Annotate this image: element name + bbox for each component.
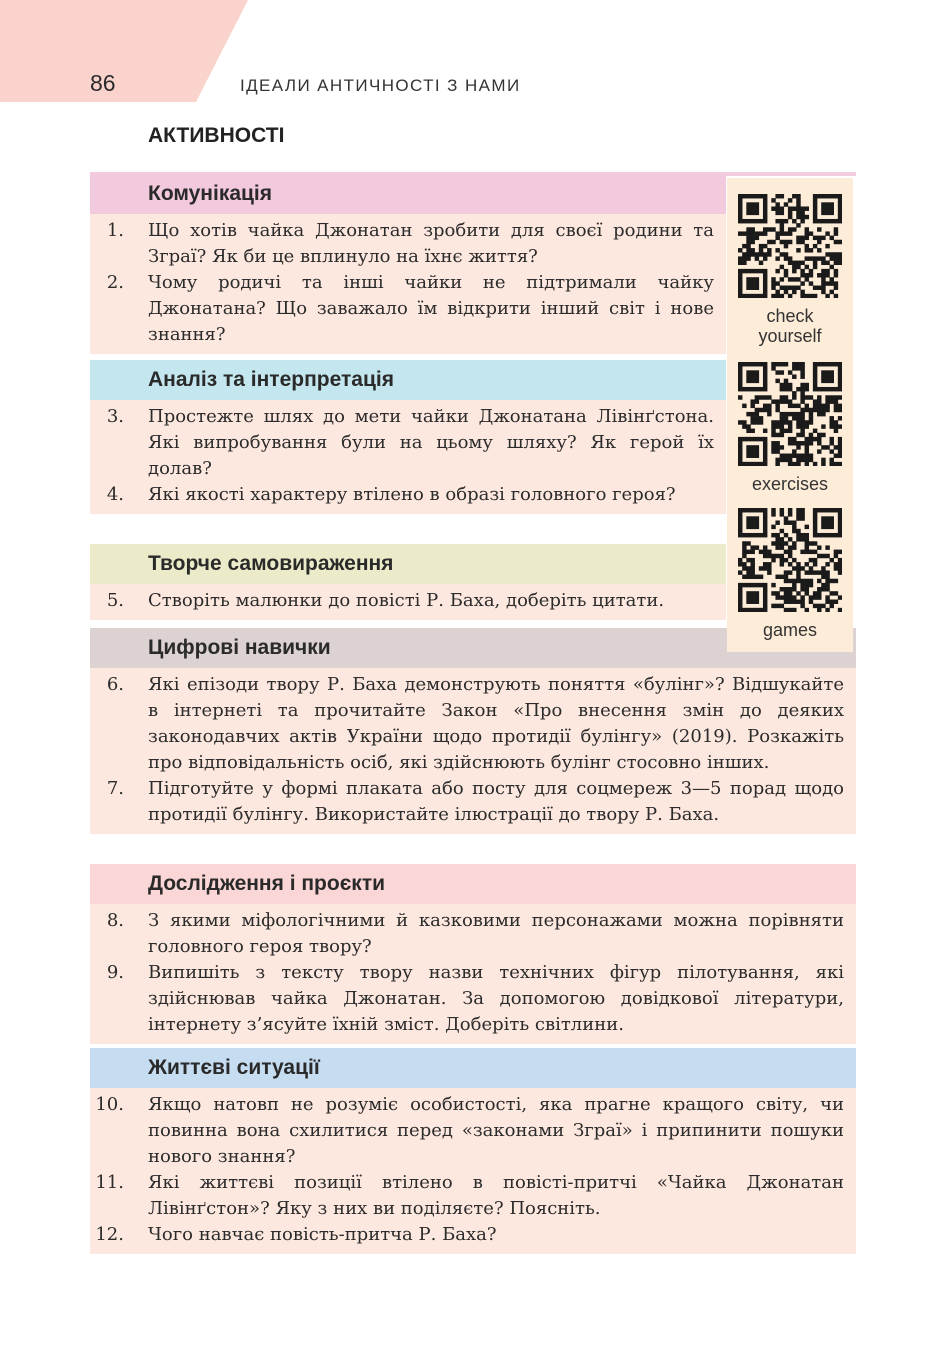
qr-code-icon[interactable]: [738, 362, 842, 466]
qr-panel: [727, 178, 853, 652]
corner-decoration: [0, 0, 248, 102]
item-text: Підготуйте у формі плаката або посту для соцмереж 3—5 порад щодо протидії булінгу. Використайте ілюстрації до твору Р. Баха.: [148, 778, 844, 825]
section-digital: [90, 628, 856, 834]
section-life-situations: [90, 1048, 856, 1254]
section-title: Цифрові навички: [90, 628, 856, 668]
item-number: 5.: [106, 590, 124, 611]
item-number: 3.: [106, 406, 124, 427]
list-item: [90, 588, 726, 614]
qr-label: games: [762, 620, 818, 640]
section-analysis: [90, 360, 726, 514]
section-title: Життєві ситуації: [90, 1048, 856, 1088]
list-item: [90, 908, 856, 960]
section-communication: [90, 174, 726, 354]
section-body: [90, 214, 726, 354]
list-item: [90, 270, 726, 348]
list-item: [90, 672, 856, 776]
item-text: Що хотів чайка Джонатан зробити для своєї родини та Зграї? Як би це вплинуло на їхнє життя?: [148, 220, 714, 267]
item-number: 1.: [106, 220, 124, 241]
item-number: 12.: [95, 1224, 124, 1245]
item-number: 7.: [106, 778, 124, 799]
qr-code-icon[interactable]: [738, 194, 842, 298]
item-text: Які життєві позиції втілено в повісті-притчі «Чайка Джонатан Лівінґстон»? Яку з них ви поділяєте? Поясніть.: [148, 1172, 844, 1219]
section-body: [90, 584, 726, 620]
section-body: [90, 904, 856, 1044]
item-text: З якими міфологічними й казковими персонажами можна порівняти головного героя твору?: [148, 910, 844, 957]
list-item: [90, 1092, 856, 1170]
list-item: [90, 960, 856, 1038]
qr-label: yourself: [758, 326, 822, 346]
item-text: Які епізоди твору Р. Баха демонструють поняття «булінг»? Відшукайте в інтернеті та прочитайте Закон «Про внесення змін до деяких законодавчих актів України щодо протидії булінгу» (2019). Розкажіть про відповідальність осіб, які здійснюють булінг стосовно інших.: [148, 674, 844, 773]
page-title: АКТИВНОСТІ: [148, 124, 285, 147]
list-item: [90, 776, 856, 828]
section-research: [90, 864, 856, 1044]
section-title: Аналіз та інтерпретація: [90, 360, 726, 400]
page-number: 86: [90, 70, 116, 96]
section-creative: [90, 544, 726, 620]
section-title: Творче самовираження: [90, 544, 726, 584]
section-body: [90, 668, 856, 834]
item-text: Якщо натовп не розуміє особистості, яка прагне кращого світу, чи повинна вона схилитися перед «законами Зграї» і припинити пошуки нового знання?: [148, 1094, 844, 1167]
qr-label: exercises: [751, 474, 829, 494]
list-item: [90, 482, 726, 508]
item-number: 4.: [106, 484, 124, 505]
section-title: Дослідження і проєкти: [90, 864, 856, 904]
section-title: Комунікація: [90, 174, 726, 214]
item-text: Чому родичі та інші чайки не підтримали чайку Джонатана? Що заважало їм відкрити інший світ і нове знання?: [148, 272, 714, 345]
item-text: Випишіть з тексту твору назви технічних фігур пілотування, які здійснював чайка Джонатан. За допомогою довідкової літератури, інтернету з’ясуйте їхній зміст. Доберіть світлини.: [148, 962, 844, 1035]
item-text: Чого навчає повість-притча Р. Баха?: [148, 1224, 497, 1245]
qr-check-yourself[interactable]: [727, 194, 853, 346]
list-item: [90, 1222, 856, 1248]
list-item: [90, 218, 726, 270]
list-item: [90, 404, 726, 482]
section-body: [90, 400, 726, 514]
qr-exercises[interactable]: [727, 362, 853, 494]
qr-games[interactable]: [727, 508, 853, 640]
running-title: ІДЕАЛИ АНТИЧНОСТІ З НАМИ: [240, 76, 521, 95]
item-number: 11.: [95, 1172, 124, 1193]
section-body: [90, 1088, 856, 1254]
item-number: 6.: [106, 674, 124, 695]
list-item: [90, 1170, 856, 1222]
item-number: 10.: [95, 1094, 124, 1115]
item-number: 8.: [106, 910, 124, 931]
qr-label: check: [766, 306, 814, 326]
item-number: 9.: [106, 962, 124, 983]
item-text: Простежте шлях до мети чайки Джонатана Лівінґстона. Які випробування були на цьому шляху? Як герой їх долав?: [148, 406, 714, 479]
qr-code-icon[interactable]: [738, 508, 842, 612]
item-text: Створіть малюнки до повісті Р. Баха, доберіть цитати.: [148, 590, 665, 611]
item-text: Які якості характеру втілено в образі головного героя?: [148, 484, 676, 505]
item-number: 2.: [106, 272, 124, 293]
